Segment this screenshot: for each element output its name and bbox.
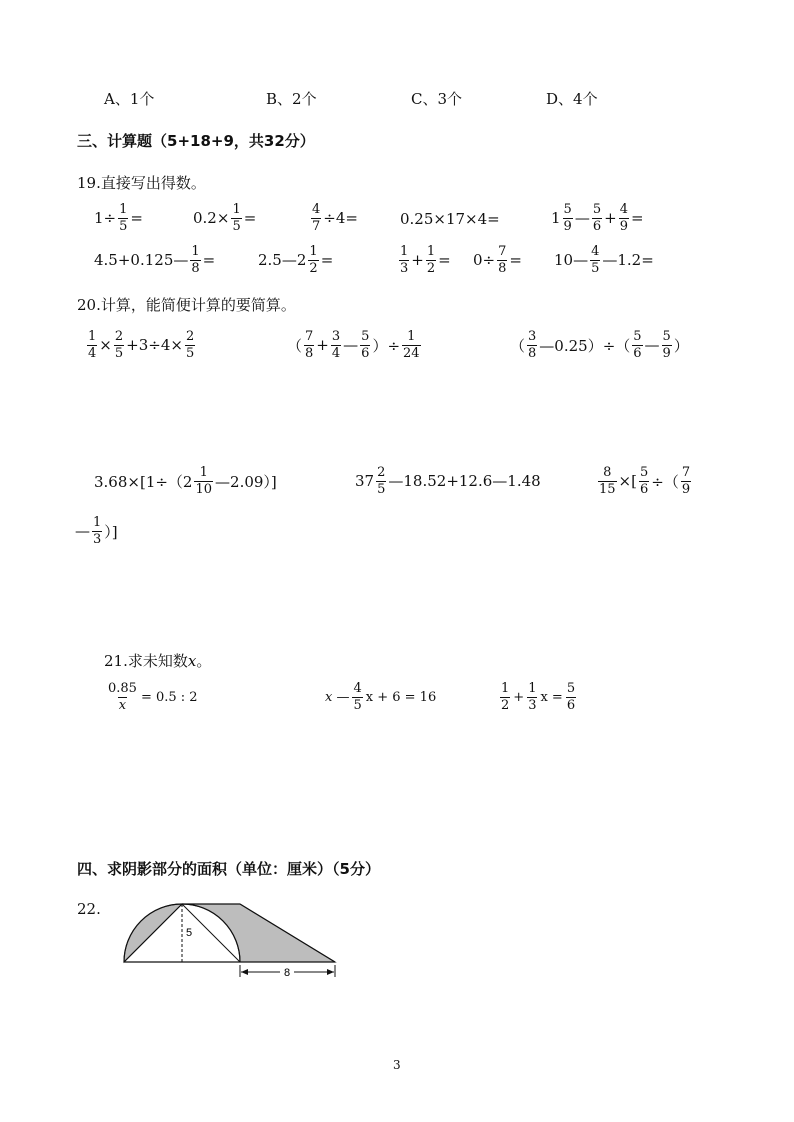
numerator: 1 [199, 465, 208, 480]
q19-item-1-pre: 1÷ [94, 209, 117, 228]
denominator: 5 [119, 218, 128, 234]
denominator: 5 [232, 218, 241, 234]
numerator: 7 [498, 244, 507, 259]
expr-text: ）] [104, 522, 118, 541]
fraction [500, 682, 510, 712]
denominator: 2 [501, 697, 510, 713]
fraction [92, 516, 102, 546]
denominator: 5 [377, 481, 386, 497]
operator: + [316, 336, 329, 355]
fraction [527, 682, 537, 712]
expr-text: 3.68×[1÷（2 [94, 472, 193, 491]
numerator: 8 [603, 465, 612, 480]
fraction [190, 245, 200, 275]
q19-item-2-pre: 0.2× [193, 209, 230, 228]
numerator: 1 [119, 202, 128, 217]
numerator: 1 [93, 515, 102, 530]
denominator: 24 [403, 345, 420, 361]
q20-expr-3 [510, 330, 689, 360]
q19-item-4 [400, 210, 500, 228]
numerator: 2 [377, 465, 386, 480]
operator: × [99, 336, 112, 355]
fraction [107, 682, 138, 712]
q20-expr-5 [355, 466, 541, 496]
fraction [331, 330, 341, 360]
q19-item-6-post: = [202, 251, 216, 270]
option-d: D、4个 [546, 90, 598, 108]
numerator: 2 [114, 329, 124, 344]
fraction [592, 203, 602, 233]
q19-item-3 [310, 203, 358, 233]
numerator: 3 [528, 329, 537, 344]
numerator: 1 [426, 244, 436, 259]
numerator: 1 [528, 681, 537, 696]
paren: ） [673, 336, 689, 355]
fraction [304, 330, 314, 360]
expr-text: ×[ [618, 472, 637, 491]
fraction [194, 466, 213, 496]
numerator: 1 [88, 329, 97, 344]
q19-item-4-text: 0.25×17×4= [400, 210, 500, 228]
page-number: 3 [393, 1058, 401, 1072]
q19-item-1-post: = [130, 209, 143, 228]
q19-item-2-post: = [243, 209, 257, 228]
numerator: 5 [639, 465, 649, 480]
operator: — [574, 209, 590, 228]
numerator: 5 [662, 329, 671, 344]
expr-text: ）÷ [372, 336, 401, 355]
denominator: 5 [185, 345, 195, 361]
fraction [632, 330, 642, 360]
denominator: 10 [195, 481, 213, 497]
denominator: 3 [528, 697, 537, 713]
denominator: 5 [591, 260, 600, 276]
denominator: 5 [353, 697, 362, 713]
option-c: C、3个 [411, 90, 463, 108]
fraction [308, 245, 318, 275]
option-b: B、2个 [266, 90, 317, 108]
denominator: 6 [566, 697, 576, 713]
q20-expr-4 [94, 466, 277, 496]
denominator: 6 [633, 345, 642, 361]
numerator: 5 [563, 202, 572, 217]
fraction [360, 330, 370, 360]
q19-item-7 [258, 245, 333, 275]
operator: + [411, 251, 424, 270]
denominator: 8 [191, 260, 200, 276]
numerator: 2 [185, 329, 195, 344]
expr-text: —2.09）] [215, 472, 277, 491]
q19-item-10-post: —1.2= [602, 251, 654, 270]
numerator: 5 [592, 202, 602, 217]
q19-item-8-post: = [438, 251, 451, 270]
paren: （ [287, 336, 303, 355]
q19-item-8 [398, 245, 451, 275]
q19-item-7-pre: 2.5—2 [258, 251, 307, 270]
fraction [497, 245, 507, 275]
shaded-area-figure [110, 895, 350, 985]
q20-expr-6 [597, 466, 692, 496]
fraction [118, 203, 128, 233]
numerator: 1 [501, 681, 510, 696]
numerator: 0.85 [108, 681, 137, 696]
fraction [566, 682, 576, 712]
fraction [590, 245, 600, 275]
height-label: 5 [186, 927, 193, 939]
q19-item-10 [554, 245, 654, 275]
q19-item-5-post: = [630, 209, 644, 228]
denominator: 8 [498, 260, 507, 276]
q21-equation-1 [106, 682, 198, 712]
denominator: 2 [309, 260, 318, 276]
q19-item-5 [551, 203, 644, 233]
denominator: 6 [639, 481, 649, 497]
arrow-right-head [327, 969, 334, 975]
fraction [185, 330, 195, 360]
numerator: 5 [361, 329, 370, 344]
denominator: 6 [592, 218, 602, 234]
numerator: 1 [407, 329, 416, 344]
paren: （ [510, 336, 526, 355]
q19-item-2 [193, 203, 256, 233]
q21-label-end: 。 [196, 652, 212, 670]
denominator: 8 [528, 345, 537, 361]
numerator: 7 [305, 329, 314, 344]
q19-item-6 [94, 245, 215, 275]
q21-equation-3 [499, 682, 577, 712]
fraction [352, 682, 362, 712]
denominator: 9 [619, 218, 628, 234]
operator: + [513, 689, 525, 705]
q19-item-9-pre: 0÷ [473, 251, 496, 270]
fraction [87, 330, 97, 360]
fraction [114, 330, 124, 360]
expr-text: —0.25）÷（ [539, 336, 631, 355]
numerator: 4 [619, 202, 628, 217]
denominator: 8 [305, 345, 314, 361]
q20-expr-6-continued [75, 516, 118, 546]
fraction [527, 330, 537, 360]
fraction [399, 245, 409, 275]
numerator: 5 [633, 329, 642, 344]
q19-item-3-post: ÷4= [323, 209, 358, 228]
expr-text: 37 [355, 472, 375, 491]
section-4-title: 四、求阴影部分的面积（单位：厘米）（5分） [77, 860, 380, 878]
expr-text: +3÷4× [126, 336, 183, 355]
option-a: A、1个 [104, 90, 155, 108]
q19-item-10-pre: 10— [554, 251, 589, 270]
q22-label: 22. [77, 900, 101, 918]
denominator: 3 [400, 260, 409, 276]
denominator: 4 [88, 345, 97, 361]
q19-item-6-pre: 4.5+0.125— [94, 251, 189, 270]
fraction [598, 466, 617, 496]
expr-text: ÷（ [651, 472, 679, 491]
fraction [563, 203, 573, 233]
q20-expr-1 [86, 330, 196, 360]
fraction [402, 330, 421, 360]
numerator: 1 [309, 244, 318, 259]
numerator: 1 [400, 244, 409, 259]
q19-item-1 [94, 203, 143, 233]
numerator: 4 [591, 244, 600, 259]
expr-text: —18.52+12.6—1.48 [388, 472, 541, 491]
fraction [619, 203, 629, 233]
numerator: 1 [191, 244, 200, 259]
fraction [681, 466, 691, 496]
arrow-left-head [241, 969, 248, 975]
shaded-region-trapezoid [182, 904, 335, 962]
denominator: 9 [662, 345, 671, 361]
denominator: x [118, 697, 127, 713]
operator: + [604, 209, 617, 228]
expr-text: x + 6 = 16 [365, 689, 437, 705]
fraction [426, 245, 436, 275]
numerator: 3 [331, 329, 341, 344]
numerator: 1 [232, 202, 241, 217]
numerator: 4 [312, 202, 321, 217]
fraction [231, 203, 241, 233]
fraction [311, 203, 321, 233]
denominator: 4 [331, 345, 341, 361]
operator: — [75, 522, 90, 541]
denominator: 15 [599, 481, 616, 497]
numerator: 7 [681, 465, 691, 480]
expr-text: x — [325, 689, 350, 705]
q20-expr-2 [287, 330, 422, 360]
expr-text: = 0.5 : 2 [140, 689, 198, 705]
denominator: 5 [114, 345, 124, 361]
denominator: 2 [426, 260, 436, 276]
q21-equation-2 [325, 682, 436, 712]
numerator: 4 [353, 681, 362, 696]
fraction [662, 330, 672, 360]
operator: — [644, 336, 660, 355]
numerator: 5 [566, 681, 576, 696]
fraction [376, 466, 386, 496]
q19-item-7-post: = [320, 251, 334, 270]
q19-label: 19.直接写出得数。 [77, 174, 206, 192]
denominator: 7 [312, 218, 321, 234]
q21-label-text: 21.求未知数 [104, 652, 188, 670]
denominator: 3 [93, 531, 102, 547]
expr-text: x = [540, 689, 563, 705]
denominator: 9 [681, 481, 691, 497]
denominator: 9 [563, 218, 572, 234]
q21-label [104, 650, 211, 671]
q19-item-9-post: = [509, 251, 522, 270]
q20-label: 20.计算，能简便计算的要简算。 [77, 296, 296, 314]
operator: — [343, 336, 359, 355]
denominator: 6 [361, 345, 370, 361]
base-length-label: 8 [284, 967, 291, 979]
q19-item-9 [473, 245, 522, 275]
variable-x: x [187, 652, 197, 670]
section-3-title: 三、计算题（5+18+9，共32分） [77, 132, 315, 150]
fraction [639, 466, 649, 496]
whole-number: 1 [551, 209, 561, 228]
